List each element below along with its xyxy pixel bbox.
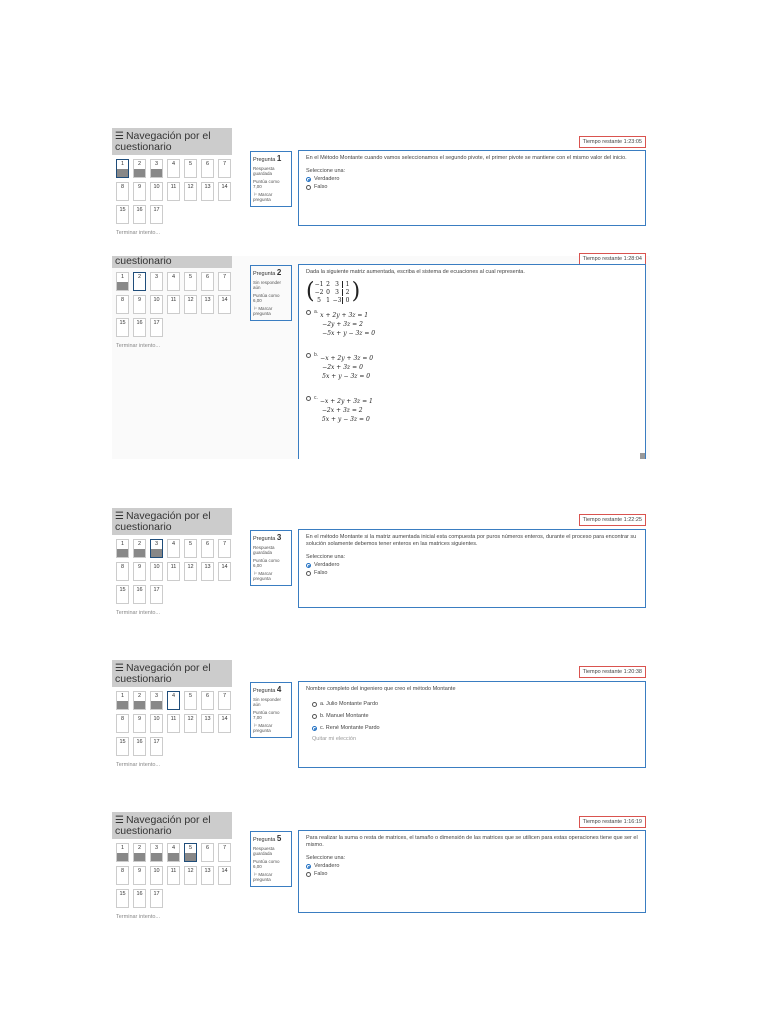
flag-icon: ⚐: [253, 305, 258, 311]
select-prompt: Seleccione una:: [306, 554, 346, 560]
question-button-14[interactable]: 14: [218, 714, 231, 733]
question-score: Puntúa como 6,00: [253, 292, 280, 303]
question-button-15[interactable]: 15: [116, 737, 129, 756]
option-true[interactable]: Verdadero: [306, 562, 638, 569]
question-button-13[interactable]: 13: [201, 714, 214, 733]
question-text: Dada la siguiente matriz aumentada, escriba el sistema de ecuaciones al cual representa.: [306, 269, 525, 275]
finish-attempt-link[interactable]: Terminar intento...: [116, 914, 161, 920]
finish-attempt-link[interactable]: Terminar intento...: [116, 343, 161, 349]
question-content: [298, 681, 646, 768]
question-info: [250, 831, 292, 887]
menu-icon: ☰: [115, 815, 124, 826]
question-button-5[interactable]: 5: [184, 539, 197, 558]
question-button-15[interactable]: 15: [116, 318, 129, 337]
question-button-6[interactable]: 6: [201, 539, 214, 558]
question-button-14[interactable]: 14: [218, 182, 231, 201]
quiz-navigation: [112, 508, 232, 616]
option-false[interactable]: Falso: [306, 871, 638, 878]
option-prefix: a.: [314, 309, 319, 315]
option-true[interactable]: Verdadero: [306, 176, 638, 183]
question-score: Puntúa como 7,00: [253, 178, 280, 189]
question-button-12[interactable]: 12: [184, 714, 197, 733]
radio-selected-icon: [306, 177, 311, 182]
question-text: Nombre completo del ingeniero que creo el método Montante: [306, 686, 456, 692]
equation-line: 5x + y − 3z = 0: [321, 416, 370, 423]
question-status: Sin responder aún: [253, 696, 282, 707]
equation-line: −2x + 3z = 0: [322, 364, 363, 371]
question-grid: [112, 155, 232, 224]
question-number: Pregunta 2: [253, 268, 282, 277]
question-status: Respuesta guardada: [253, 544, 275, 555]
scrollbar-thumb[interactable]: [640, 453, 645, 459]
question-button-9[interactable]: 9: [133, 295, 146, 314]
quiz-nav-title: ☰ Navegación por el cuestionario: [112, 660, 232, 687]
multiple-choice-options: [306, 309, 638, 424]
question-button-6[interactable]: 6: [201, 843, 214, 862]
matrix-cell: 3: [335, 280, 339, 288]
question-button-1[interactable]: 1: [116, 272, 129, 291]
quiz-screenshot-4: [112, 660, 650, 770]
quiz-nav-title: ☰ Navegación por el cuestionario: [112, 812, 232, 839]
question-button-2[interactable]: 2: [133, 539, 146, 558]
matrix-cell: 2: [345, 288, 350, 296]
question-button-2[interactable]: 2: [133, 691, 146, 710]
menu-icon: ☰: [115, 511, 124, 522]
question-button-13[interactable]: 13: [201, 866, 214, 885]
question-grid: [112, 268, 232, 337]
augmented-matrix: ( −1 2 3 1 −2 0 3 2 5 1 −3 0 ): [306, 279, 361, 304]
question-button-15[interactable]: 15: [116, 889, 129, 908]
question-text: En el método Montante si la matriz aumentada inicial esta compuesta por puros números enteros, durante el proceso para encontrar su solución solamente debemos tener enteros en las matrices siguientes.: [306, 534, 637, 547]
quiz-navigation: [112, 812, 232, 920]
equation-line: x + 2y + 3z = 1: [320, 312, 369, 319]
matrix-cell: −1: [314, 280, 324, 288]
finish-attempt-link[interactable]: Terminar intento...: [116, 762, 161, 768]
question-button-2[interactable]: 2: [133, 272, 146, 291]
question-button-10[interactable]: 10: [150, 295, 163, 314]
timer-badge: Tiempo restante 1:22:25: [579, 514, 646, 526]
question-button-12[interactable]: 12: [184, 562, 197, 581]
question-button-15[interactable]: 15: [116, 585, 129, 604]
menu-icon: ☰: [115, 131, 124, 142]
question-button-10[interactable]: 10: [150, 562, 163, 581]
quiz-navigation: [112, 256, 232, 349]
question-button-4[interactable]: 4: [167, 843, 180, 862]
equation-line: −5x + y − 3z = 0: [322, 330, 376, 337]
question-button-13[interactable]: 13: [201, 295, 214, 314]
question-button-8[interactable]: 8: [116, 714, 129, 733]
equation-system: [320, 397, 373, 424]
question-button-16[interactable]: 16: [133, 585, 146, 604]
quiz-screenshot-5: [112, 812, 650, 920]
question-button-9[interactable]: 9: [133, 866, 146, 885]
question-button-8[interactable]: 8: [116, 866, 129, 885]
question-button-5[interactable]: 5: [184, 159, 197, 178]
question-info: [250, 530, 292, 586]
question-button-1[interactable]: 1: [116, 539, 129, 558]
question-button-6[interactable]: 6: [201, 691, 214, 710]
question-button-17[interactable]: 17: [150, 889, 163, 908]
question-button-3[interactable]: 3: [150, 159, 163, 178]
question-button-7[interactable]: 7: [218, 159, 231, 178]
question-button-7[interactable]: 7: [218, 272, 231, 291]
flag-question-button[interactable]: ⚐ Marcar pregunta: [253, 191, 273, 202]
option-a[interactable]: a. Julio Montante Pardo: [312, 701, 638, 708]
question-button-12[interactable]: 12: [184, 182, 197, 201]
option-prefix: b.: [314, 352, 319, 358]
question-button-13[interactable]: 13: [201, 182, 214, 201]
radio-icon: [312, 702, 317, 707]
flag-question-button[interactable]: ⚐ Marcar pregunta: [253, 871, 273, 882]
question-button-6[interactable]: 6: [201, 159, 214, 178]
question-button-17[interactable]: 17: [150, 205, 163, 224]
quiz-screenshot-3: [112, 508, 650, 618]
option-b[interactable]: b. Manuel Montante: [312, 713, 638, 720]
radio-icon: [306, 310, 311, 315]
question-button-3[interactable]: 3: [150, 691, 163, 710]
question-button-12[interactable]: 12: [184, 295, 197, 314]
question-status: Respuesta guardada: [253, 845, 275, 856]
question-button-7[interactable]: 7: [218, 843, 231, 862]
matrix-cell: 0: [326, 288, 330, 296]
question-number: Pregunta 4: [253, 685, 282, 694]
radio-icon: [306, 571, 311, 576]
option-true[interactable]: Verdadero: [306, 863, 638, 870]
radio-selected-icon: [306, 864, 311, 869]
question-button-6[interactable]: 6: [201, 272, 214, 291]
question-info: [250, 682, 292, 738]
question-button-9[interactable]: 9: [133, 562, 146, 581]
question-button-17[interactable]: 17: [150, 737, 163, 756]
question-number: Pregunta 3: [253, 533, 282, 542]
timer-badge: Tiempo restante 1:20:38: [579, 666, 646, 678]
question-button-10[interactable]: 10: [150, 866, 163, 885]
option-c[interactable]: [306, 395, 638, 424]
question-button-5[interactable]: 5: [184, 272, 197, 291]
quiz-nav-title: ☰ Navegación por el cuestionario: [112, 508, 232, 535]
quiz-navigation: [112, 128, 232, 236]
question-button-5[interactable]: 5: [184, 691, 197, 710]
question-button-3[interactable]: 3: [150, 272, 163, 291]
question-button-11[interactable]: 11: [167, 182, 180, 201]
radio-icon: [306, 872, 311, 877]
question-button-1[interactable]: 1: [116, 843, 129, 862]
question-info: [250, 265, 292, 321]
flag-question-button[interactable]: ⚐ Marcar pregunta: [253, 570, 273, 581]
question-button-2[interactable]: 2: [133, 843, 146, 862]
quiz-screenshot-1: [112, 128, 650, 236]
question-button-16[interactable]: 16: [133, 205, 146, 224]
question-button-11[interactable]: 11: [167, 866, 180, 885]
question-grid: [112, 687, 232, 756]
option-b[interactable]: [306, 352, 638, 381]
equation-line: −2x + 3z = 2: [321, 407, 363, 414]
select-prompt: Seleccione una:: [306, 168, 346, 174]
question-button-8[interactable]: 8: [116, 562, 129, 581]
matrix-cell: 5: [317, 296, 321, 304]
equation-line: −2y + 3z = 2: [322, 321, 363, 328]
question-button-11[interactable]: 11: [167, 714, 180, 733]
question-button-8[interactable]: 8: [116, 182, 129, 201]
question-text: Para realizar la suma o resta de matrices, el tamaño o dimensión de las matrices que se utilicen para estas operaciones tiene que ser el mismo.: [306, 835, 638, 848]
flag-icon: ⚐: [253, 570, 258, 576]
question-button-11[interactable]: 11: [167, 295, 180, 314]
question-score: Puntúa como 6,00: [253, 557, 280, 568]
question-button-8[interactable]: 8: [116, 295, 129, 314]
question-button-13[interactable]: 13: [201, 562, 214, 581]
question-button-4[interactable]: 4: [167, 539, 180, 558]
matrix-cell: 0: [345, 296, 350, 304]
question-score: Puntúa como 6,00: [253, 858, 280, 869]
option-c[interactable]: c. René Montante Pardo: [312, 725, 638, 732]
question-button-7[interactable]: 7: [218, 539, 231, 558]
question-button-10[interactable]: 10: [150, 182, 163, 201]
timer-badge: Tiempo restante 1:23:05: [579, 136, 646, 148]
menu-icon: ☰: [115, 663, 124, 674]
question-button-1[interactable]: 1: [116, 159, 129, 178]
matrix-cell: −2: [314, 288, 324, 296]
question-number: Pregunta 1: [253, 154, 282, 163]
question-button-14[interactable]: 14: [218, 295, 231, 314]
question-button-11[interactable]: 11: [167, 562, 180, 581]
question-button-7[interactable]: 7: [218, 691, 231, 710]
question-content: [298, 150, 646, 226]
matrix-cell: 3: [335, 288, 339, 296]
question-button-12[interactable]: 12: [184, 866, 197, 885]
equation-system: [320, 354, 373, 381]
quiz-nav-title: ☰ Navegación por el cuestionario: [112, 128, 232, 155]
equation-line: −x + 2y + 3z = 0: [320, 355, 374, 362]
question-button-9[interactable]: 9: [133, 714, 146, 733]
quiz-navigation: [112, 660, 232, 768]
option-false[interactable]: Falso: [306, 570, 638, 577]
question-content: [298, 529, 646, 608]
question-button-16[interactable]: 16: [133, 318, 146, 337]
question-text: En el Método Montante cuando vamos seleccionamos el segundo pivote, el primer pivote se mantiene con el mismo valor del inicio.: [306, 155, 627, 161]
question-button-2[interactable]: 2: [133, 159, 146, 178]
matrix-cell: −3: [332, 296, 342, 304]
question-button-9[interactable]: 9: [133, 182, 146, 201]
question-button-14[interactable]: 14: [218, 866, 231, 885]
question-button-5[interactable]: 5: [184, 843, 197, 862]
question-status: Respuesta guardada: [253, 165, 275, 176]
finish-attempt-link[interactable]: Terminar intento...: [116, 230, 161, 236]
question-grid: [112, 839, 232, 908]
question-info: [250, 151, 292, 207]
question-grid: [112, 535, 232, 604]
matrix-cell: 1: [345, 280, 350, 288]
radio-selected-icon: [312, 726, 317, 731]
question-status: Sin responder aún: [253, 279, 282, 290]
select-prompt: Seleccione una:: [306, 855, 346, 861]
radio-icon: [312, 714, 317, 719]
question-button-16[interactable]: 16: [133, 889, 146, 908]
option-false[interactable]: Falso: [306, 184, 638, 191]
equation-system: [320, 311, 375, 338]
flag-icon: ⚐: [253, 191, 258, 197]
matrix-cell: 2: [326, 280, 330, 288]
finish-attempt-link[interactable]: Terminar intento...: [116, 610, 161, 616]
flag-icon: ⚐: [253, 722, 258, 728]
question-number: Pregunta 5: [253, 834, 282, 843]
radio-icon: [306, 353, 311, 358]
timer-badge: Tiempo restante 1:16:19: [579, 816, 646, 828]
radio-icon: [306, 185, 311, 190]
question-button-3[interactable]: 3: [150, 843, 163, 862]
question-button-16[interactable]: 16: [133, 737, 146, 756]
option-a[interactable]: [306, 309, 638, 338]
radio-selected-icon: [306, 563, 311, 568]
question-content: [298, 830, 646, 913]
question-score: Puntúa como 7,00: [253, 709, 280, 720]
flag-question-button[interactable]: ⚐ Marcar pregunta: [253, 722, 273, 733]
question-button-15[interactable]: 15: [116, 205, 129, 224]
question-button-17[interactable]: 17: [150, 585, 163, 604]
flag-icon: ⚐: [253, 871, 258, 877]
timer-badge: Tiempo restante 1:28:04: [579, 253, 646, 265]
question-button-14[interactable]: 14: [218, 562, 231, 581]
question-button-1[interactable]: 1: [116, 691, 129, 710]
clear-choice-link[interactable]: Quitar mi elección: [312, 736, 357, 742]
question-content: [298, 264, 646, 459]
quiz-nav-title: cuestionario: [112, 256, 232, 268]
question-button-4[interactable]: 4: [167, 691, 180, 710]
quiz-screenshot-2: [112, 256, 650, 459]
radio-icon: [306, 396, 311, 401]
question-button-4[interactable]: 4: [167, 159, 180, 178]
question-button-17[interactable]: 17: [150, 318, 163, 337]
question-button-4[interactable]: 4: [167, 272, 180, 291]
matrix-cell: 1: [326, 296, 330, 304]
question-button-3[interactable]: 3: [150, 539, 163, 558]
question-button-10[interactable]: 10: [150, 714, 163, 733]
option-prefix: c.: [314, 395, 318, 401]
equation-line: 5x + y − 3z = 0: [322, 373, 371, 380]
flag-question-button[interactable]: ⚐ Marcar pregunta: [253, 305, 273, 316]
equation-line: −x + 2y + 3z = 1: [319, 398, 373, 405]
